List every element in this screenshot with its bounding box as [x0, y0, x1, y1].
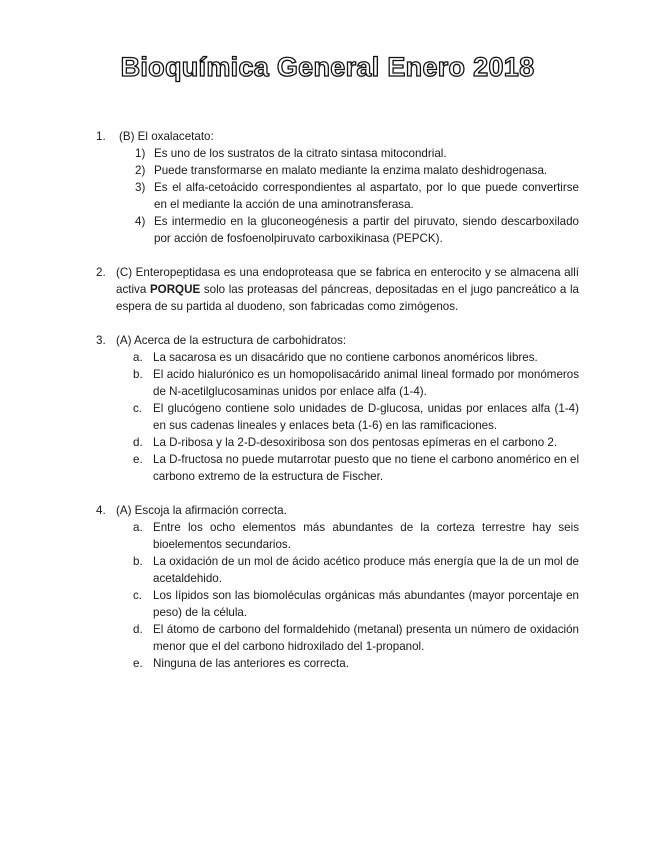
question-number: 3. — [96, 334, 106, 347]
question-number: 2. — [96, 266, 106, 279]
option-label: c. — [133, 402, 143, 415]
option-2 — [116, 162, 579, 179]
question-number: 4. — [96, 504, 106, 517]
option-text: El glucógeno contiene solo unidades de D-glucosa, unidas por enlaces alfa (1-4) en sus cadenas lineales y enlaces beta (1-6) en las ramificaciones. — [153, 402, 579, 432]
option-text: Entre los ocho elementos más abundantes de la corteza terrestre hay seis bioelementos secundarios. — [153, 521, 579, 551]
option-label: c. — [133, 589, 143, 602]
option-b — [116, 553, 579, 587]
stem-text: (C) Enteropeptidasa es una endoproteasa que se fabrica en enterocito y se almacena allí activa — [116, 266, 579, 296]
question-number: 1. — [96, 130, 106, 143]
option-b — [116, 366, 579, 400]
question-2 — [96, 264, 579, 315]
option-label: b. — [133, 555, 143, 568]
option-text: El átomo de carbono del formaldehido (metanal) presenta un número de oxidación menor que el del carbono hidroxilado del 1-propanol. — [153, 623, 579, 653]
option-4 — [116, 213, 579, 247]
option-list — [116, 519, 579, 672]
option-a — [116, 349, 579, 366]
option-label: 4) — [135, 215, 146, 228]
option-e — [116, 655, 579, 672]
option-label: b. — [133, 368, 143, 381]
option-label: a. — [133, 521, 143, 534]
stem-emphasis: PORQUE — [149, 283, 201, 296]
option-text: La D-fructosa no puede mutarrotar puesto que no tiene el carbono anomérico en el carbono extremo de la estructura de Fischer. — [153, 453, 580, 483]
option-text: La D-ribosa y la 2-D-desoxiribosa son dos pentosas epímeras en el carbono 2. — [153, 436, 558, 449]
question-4 — [96, 502, 579, 672]
option-d — [116, 621, 579, 655]
question-3 — [96, 332, 579, 485]
option-d — [116, 434, 579, 451]
option-label: d. — [133, 623, 143, 636]
option-label: 3) — [135, 181, 146, 194]
option-3 — [116, 179, 579, 213]
option-c — [116, 400, 579, 434]
page-title: Bioquímica General Enero 2018 — [120, 52, 535, 82]
question-stem: (A) Acerca de la estructura de carbohidratos: — [116, 334, 347, 347]
option-1 — [116, 145, 579, 162]
option-text: Puede transformarse en malato mediante la enzima malato deshidrogenasa. — [154, 164, 548, 177]
option-label: e. — [133, 453, 143, 466]
question-stem: (A) Escoja la afirmación correcta. — [116, 504, 287, 517]
option-text: La sacarosa es un disacárido que no contiene carbonos anoméricos libres. — [153, 351, 538, 364]
option-text: Es uno de los sustratos de la citrato sintasa mitocondrial. — [154, 147, 447, 160]
option-text: Es intermedio en la gluconeogénesis a partir del piruvato, siendo descarboxilado por acción de fosfoenolpiruvato carboxikinasa (PEPCK). — [154, 215, 579, 245]
option-label: d. — [133, 436, 143, 449]
option-e — [116, 451, 579, 485]
question-list — [96, 128, 579, 689]
option-label: 2) — [135, 164, 146, 177]
option-text: Ninguna de las anteriores es correcta. — [153, 657, 349, 670]
question-stem: (B) El oxalacetato: — [119, 130, 214, 143]
stem-text: solo las proteasas del páncreas, depositadas en el jugo pancreático a la espera de su partida al duodeno, son fabricadas como zimógenos. — [116, 283, 579, 313]
option-list — [116, 145, 579, 247]
option-text: El acido hialurónico es un homopolisacárido animal lineal formado por monómeros de N-acetilglucosaminas unidos por enlace alfa (1-4). — [153, 368, 579, 398]
option-text: La oxidación de un mol de ácido acético produce más energía que la de un mol de acetaldehido. — [153, 555, 579, 585]
option-label: 1) — [135, 147, 146, 160]
option-label: e. — [133, 657, 143, 670]
question-stem — [116, 264, 579, 315]
option-c — [116, 587, 579, 621]
option-a — [116, 519, 579, 553]
option-label: a. — [133, 351, 143, 364]
option-text: Los lípidos son las biomoléculas orgánicas más abundantes (mayor porcentaje en peso) de la célula. — [153, 589, 579, 619]
question-1 — [96, 128, 579, 247]
option-text: Es el alfa-cetoácido correspondientes al aspartato, por lo que puede convertirse en el mediante la acción de una aminotransferasa. — [154, 181, 579, 211]
option-list — [116, 349, 579, 485]
